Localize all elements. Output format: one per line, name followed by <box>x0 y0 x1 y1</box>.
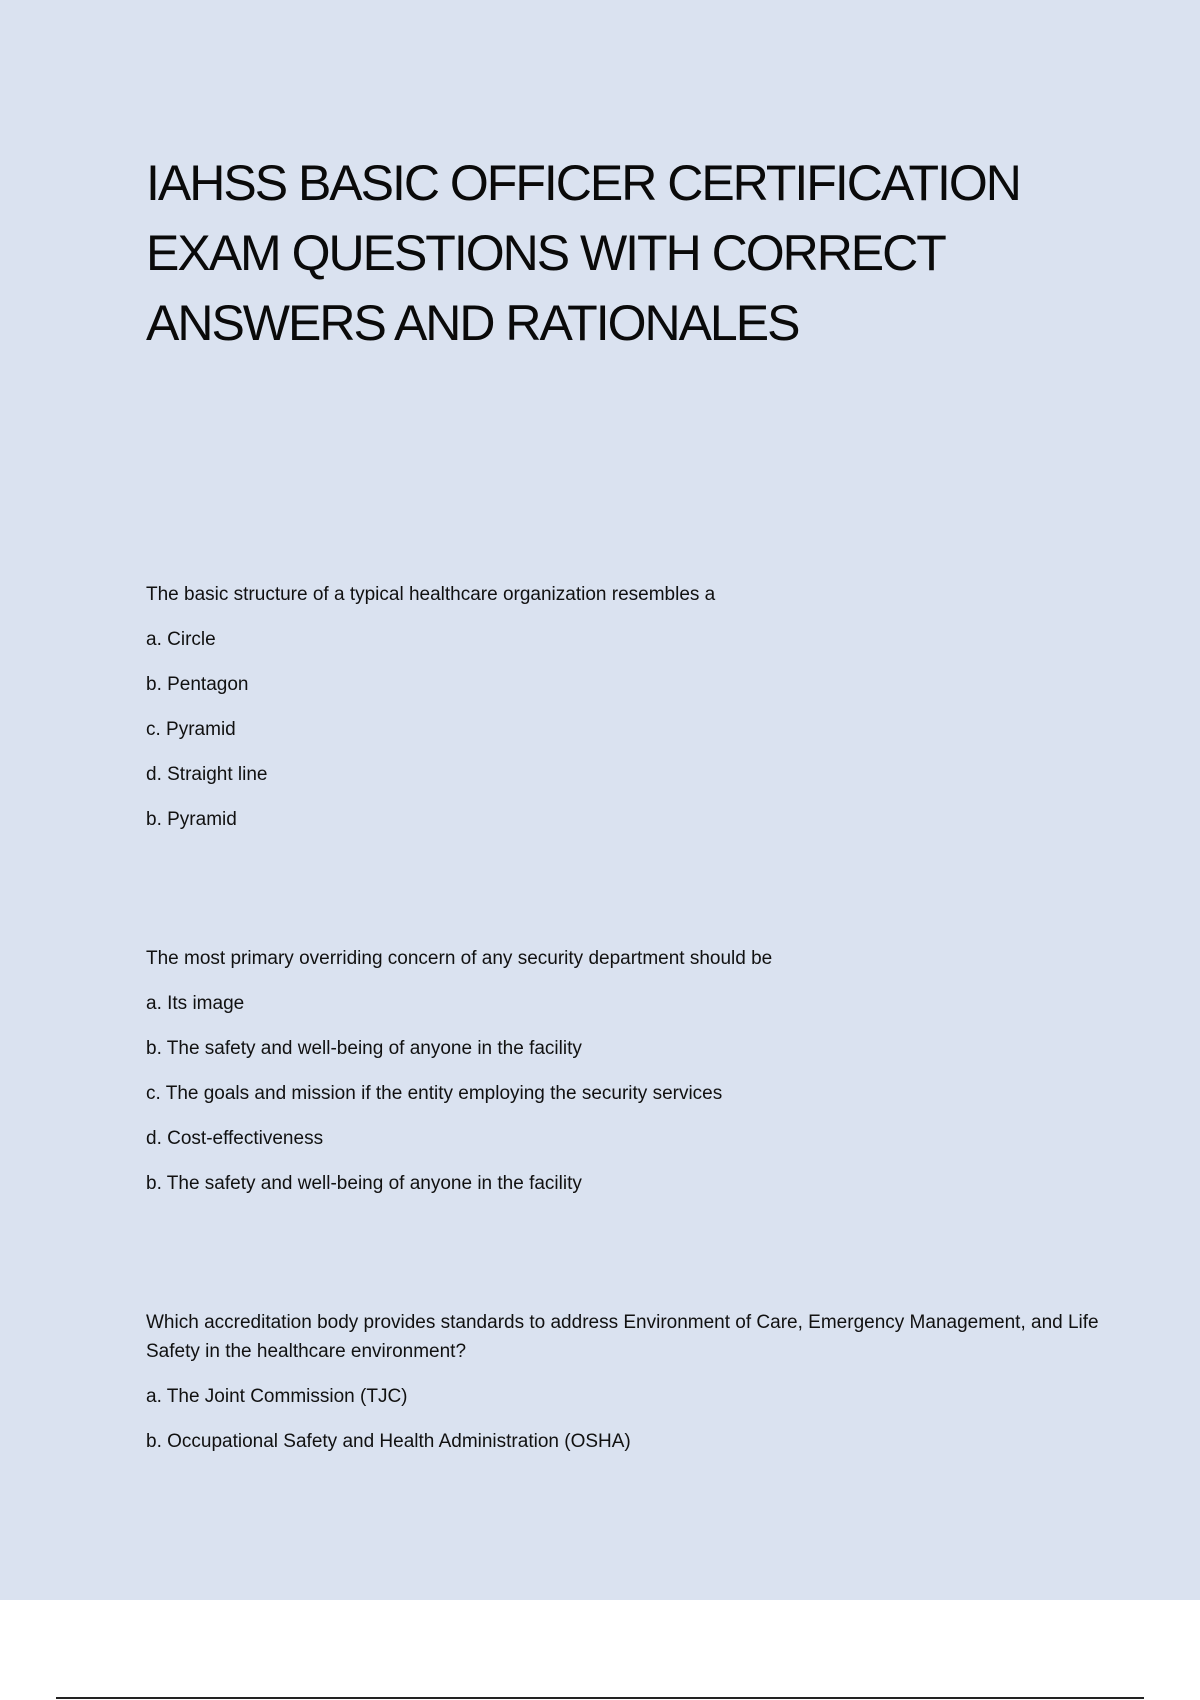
answer-option-a: a. The Joint Commission (TJC) <box>146 1386 408 1407</box>
question-text: Which accreditation body provides standards to address Environment of Care, Emergency Management, and Life Safety in the healthcare environment? <box>146 1312 1099 1362</box>
question-1 <box>146 580 1106 850</box>
answer-option-d: d. Cost-effectiveness <box>146 1128 324 1149</box>
answer-option-c: c. The goals and mission if the entity employing the security services <box>146 1083 723 1104</box>
answer-option-a: a. Circle <box>146 629 216 650</box>
question-2 <box>146 944 1106 1214</box>
correct-answer: b. The safety and well-being of anyone in the facility <box>146 1173 582 1194</box>
question-text: The most primary overriding concern of any security department should be <box>146 948 773 969</box>
question-3 <box>146 1308 1106 1472</box>
answer-option-a: a. Its image <box>146 993 245 1014</box>
question-text: The basic structure of a typical healthcare organization resembles a <box>146 584 716 605</box>
footer-divider <box>56 1697 1144 1699</box>
correct-answer: b. Pyramid <box>146 809 237 830</box>
answer-option-b: b. Occupational Safety and Health Administration (OSHA) <box>146 1431 631 1452</box>
document-title: IAHSS BASIC OFFICER CERTIFICATION EXAM QUESTIONS WITH CORRECT ANSWERS AND RATIONALES <box>146 155 1020 351</box>
answer-option-b: b. Pentagon <box>146 674 249 695</box>
answer-option-b: b. The safety and well-being of anyone in the facility <box>146 1038 582 1059</box>
answer-option-c: c. Pyramid <box>146 719 236 740</box>
answer-option-d: d. Straight line <box>146 764 268 785</box>
